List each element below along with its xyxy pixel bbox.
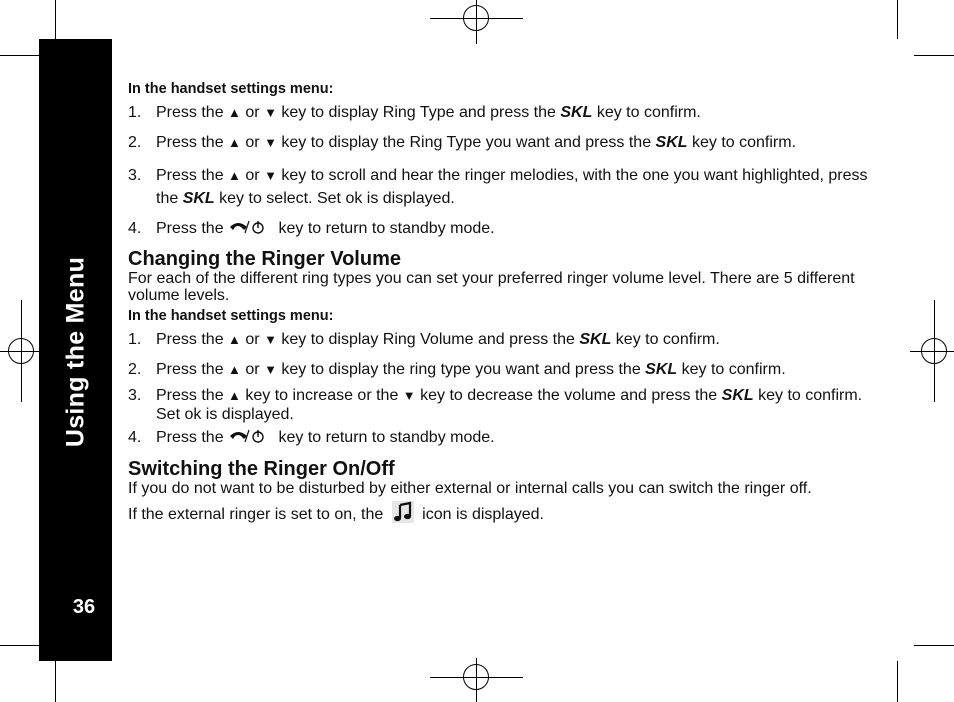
crop-mark bbox=[0, 55, 39, 56]
section-heading: Changing the Ringer Volume bbox=[128, 248, 401, 270]
down-triangle-icon: ▼ bbox=[264, 105, 277, 120]
skl-key: SKL bbox=[182, 190, 215, 207]
registration-mark bbox=[0, 351, 39, 352]
list-item: 4. Press the key to return to standby mode. bbox=[128, 220, 495, 237]
paragraph: If the external ringer is set to on, the icon is displayed. bbox=[128, 501, 878, 524]
crop-mark bbox=[897, 0, 898, 39]
music-note-icon bbox=[392, 501, 414, 523]
crop-mark bbox=[55, 661, 56, 702]
end-call-power-icon bbox=[228, 428, 274, 444]
registration-mark bbox=[476, 0, 477, 44]
crop-mark bbox=[55, 0, 56, 39]
down-triangle-icon: ▼ bbox=[402, 388, 416, 403]
skl-key: SKL bbox=[655, 134, 688, 151]
crop-mark bbox=[0, 645, 39, 646]
down-triangle-icon: ▼ bbox=[264, 332, 277, 347]
down-triangle-icon: ▼ bbox=[264, 362, 277, 377]
paragraph: If you do not want to be disturbed by either external or internal calls you can switch the ringer off. bbox=[128, 480, 812, 497]
list-item: 2. Press the ▲ or ▼ key to display the Ring Type you want and press the SKL key to confirm. bbox=[128, 134, 797, 151]
skl-key: SKL bbox=[721, 387, 754, 404]
up-triangle-icon: ▲ bbox=[228, 332, 241, 347]
crop-mark bbox=[914, 645, 954, 646]
page-content bbox=[128, 80, 878, 524]
registration-mark bbox=[21, 300, 22, 402]
list-item: 4. Press the key to return to standby mode. bbox=[128, 429, 495, 446]
up-triangle-icon: ▲ bbox=[228, 105, 241, 120]
up-triangle-icon: ▲ bbox=[228, 168, 241, 183]
list-item: 3. Press the ▲ key to increase or the ▼ key to decrease the volume and press the SKL key to confirm. Set ok is displayed. bbox=[128, 387, 863, 423]
registration-mark bbox=[476, 658, 477, 702]
crop-mark bbox=[897, 661, 898, 702]
crop-mark bbox=[914, 55, 954, 56]
skl-key: SKL bbox=[579, 331, 612, 348]
up-triangle-icon: ▲ bbox=[228, 362, 241, 377]
section-heading: Switching the Ringer On/Off bbox=[128, 458, 395, 480]
list-item: 3. Press the ▲ or ▼ key to scroll and hear the ringer melodies, with the one you want highlighted, press the SKL key to select. Set ok is displayed. bbox=[128, 167, 868, 207]
section-title: Using the Menu bbox=[61, 256, 90, 448]
steps-list bbox=[128, 103, 878, 238]
sub-heading: In the handset settings menu: bbox=[128, 81, 334, 97]
page-number: 36 bbox=[72, 596, 96, 618]
registration-mark bbox=[910, 351, 954, 352]
up-triangle-icon: ▲ bbox=[228, 135, 241, 150]
list-item: 2. Press the ▲ or ▼ key to display the ring type you want and press the SKL key to confirm. bbox=[128, 361, 786, 378]
end-call-power-icon bbox=[228, 219, 274, 235]
list-item: 1. Press the ▲ or ▼ key to display Ring Type and press the SKL key to confirm. bbox=[128, 104, 701, 121]
up-triangle-icon: ▲ bbox=[228, 388, 241, 403]
registration-mark bbox=[934, 300, 935, 402]
steps-list bbox=[128, 330, 878, 447]
intro-paragraph: For each of the different ring types you can set your preferred ringer volume level. There are 5 different volume levels. bbox=[128, 270, 855, 304]
list-item: 1. Press the ▲ or ▼ key to display Ring Volume and press the SKL key to confirm. bbox=[128, 331, 720, 348]
skl-key: SKL bbox=[645, 361, 678, 378]
skl-key: SKL bbox=[560, 104, 593, 121]
sub-heading: In the handset settings menu: bbox=[128, 308, 334, 324]
down-triangle-icon: ▼ bbox=[264, 168, 277, 183]
down-triangle-icon: ▼ bbox=[264, 135, 277, 150]
